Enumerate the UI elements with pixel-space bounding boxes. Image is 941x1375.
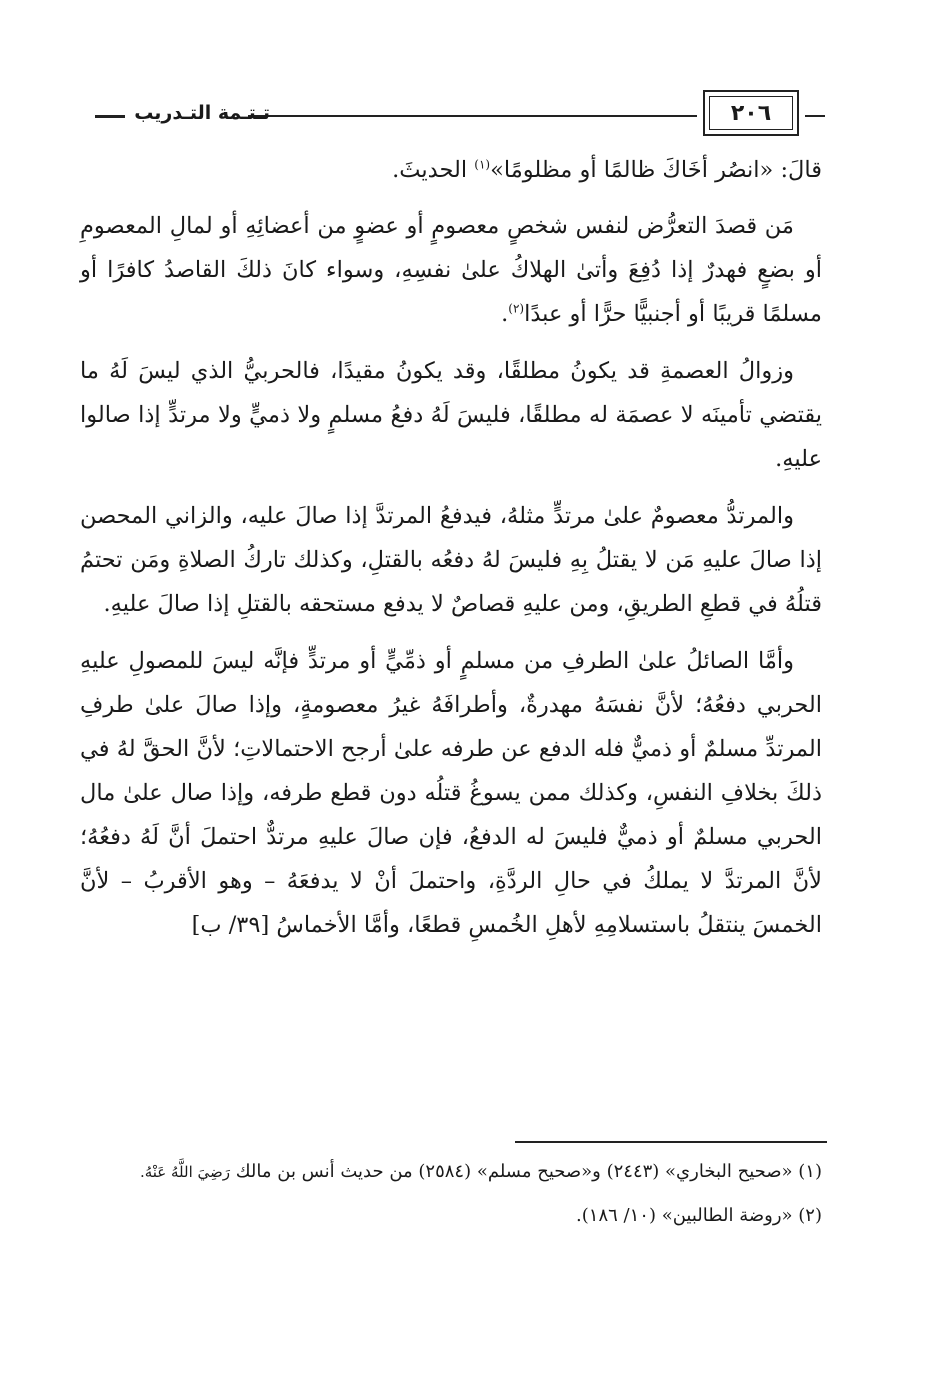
paragraph: والمرتدُّ معصومٌ علىٰ مرتدٍّ مثلهُ، فيدفعُ المرتدَّ إذا صالَ عليه، والزاني المحصن إذا صالَ عليهِ مَن لا يقتلُ بِهِ فليسَ لهُ دفعُه بالقتلِ، وكذلك تاركُ الصلاةِ ومَن تحتمُ قتلُهُ في قطعِ الطريقِ، ومن عليهِ قصاصٌ لا يدفع مستحقه بالقتلِ إذا صالَ عليهِ.: [80, 503, 822, 617]
page-number-box: [703, 90, 799, 136]
footnote: (٢) «روضة الطالبين» (١٠/ ١٨٦).: [576, 1205, 822, 1226]
page-number: ٢٠٦: [730, 100, 772, 126]
paragraph: وزوالُ العصمةِ قد يكونُ مطلقًا، وقد يكونُ مقيدًا، فالحربيُّ الذي ليسَ لَهُ ما يقتضي تأمينَه لا عصمَة له مطلقًا، فليسَ لَهُ دفعُ مسلمٍ ولا ذميٍّ ولا مرتدٍّ إذا صالوا عليهِ.: [80, 358, 822, 472]
header-rule-left: [95, 115, 125, 118]
paragraph: مَن قصدَ التعرُّض لنفس شخصٍ معصومٍ أو عضوٍ من أعضائِهِ أو لمالِ المعصومِ أو بضعٍ فهدرٌ إذا دُفِعَ وأتىٰ الهلاكُ علىٰ نفسِهِ، وسواء كانَ ذلكَ القاصدُ كافرًا أو مسلمًا قريبًا أو أجنبيًّا حرًّا أو عبدًا$^{(٢)}$.: [80, 213, 822, 327]
footnote-ref: (٢): [508, 301, 525, 316]
main-text: [80, 148, 822, 960]
honorific: رَضِيَ اللَّهُ عَنْهُ.: [139, 1163, 230, 1181]
footnote-ref: (١): [474, 157, 491, 172]
header-rule: [248, 115, 697, 117]
footnotes: [80, 1155, 822, 1242]
footnote: (١) «صحيح البخاري» (٢٤٤٣) و«صحيح مسلم» (٢٥٨٤) من حديث أنس بن مالك رَضِيَ اللَّهُ عَنْهُ.: [139, 1161, 822, 1182]
paragraph: قالَ: «انصُر أخَاكَ ظالمًا أو مظلومًا»$^{(١)}$ الحديثَ.: [392, 157, 822, 183]
header-rule-right: [805, 115, 825, 117]
page-header: [95, 88, 825, 144]
running-title: تـتـمة التـدريب: [134, 102, 270, 124]
paragraph: وأمَّا الصائلُ علىٰ الطرفِ من مسلمٍ أو ذمِّيٍّ أو مرتدٍّ فإنَّه ليسَ للمصولِ عليهِ الحربي دفعُهُ؛ لأنَّ نفسَهُ مهدرةٌ، وأطرافَهُ غيرُ معصومةٍ، وإذا صالَ علىٰ طرفِ المرتدِّ مسلمٌ أو ذميٌّ فله الدفع عن طرفه علىٰ أرجح الاحتمالاتِ؛ لأنَّ الحقَّ لهُ في ذلكَ بخلافِ النفسِ، وكذلك ممن يسوغُ قتلُه دون قطع طرفه، وإذا صال علىٰ مال الحربي مسلمٌ أو ذميٌّ فليسَ له الدفعُ، فإن صالَ عليهِ مرتدٌّ احتملَ أنَّ لَهُ دفعُهُ؛ لأنَّ المرتدَّ لا يملكُ في حالِ الردَّةِ، واحتملَ أنْ لا يدفعَهُ – وهو الأقربُ – لأنَّ الخمسَ ينتقلُ باستسلامِهِ لأهلِ الخُمسِ قطعًا، وأمَّا الأخماسُ [٣٩/ ب]: [80, 648, 822, 938]
footnote-separator: [515, 1141, 827, 1143]
